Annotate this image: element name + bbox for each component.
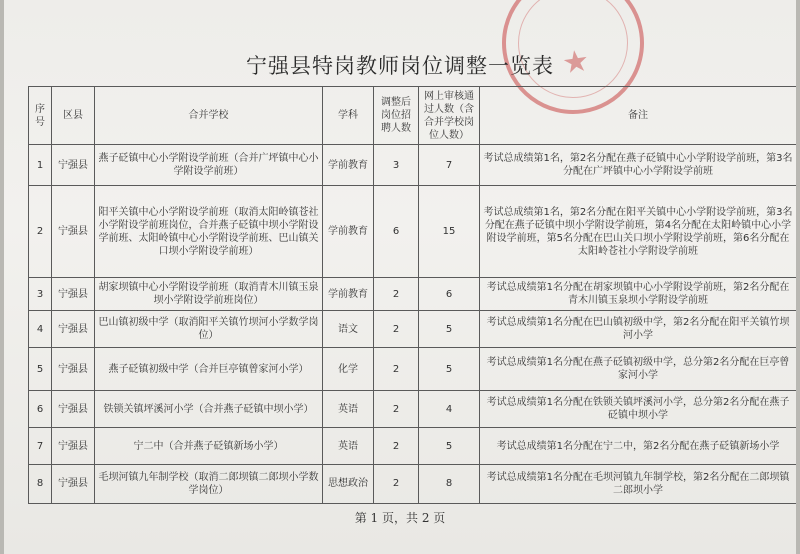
cell-school: 宁二中（合并燕子砭镇新场小学）	[95, 428, 323, 465]
table-row	[29, 278, 797, 311]
cell-note: 考试总成绩第1名分配在巴山镇初级中学，第2名分配在阳平关镇竹坝河小学	[480, 311, 797, 348]
table-row	[29, 348, 797, 391]
cell-seq: 1	[29, 145, 52, 186]
header-passed: 网上审核通过人数（含合并学校岗位人数）	[419, 87, 480, 145]
table-row	[29, 464, 797, 503]
cell-note: 考试总成绩第1名，第2名分配在阳平关镇中心小学附设学前班，第3名分配在燕子砭镇中坝小学附设学前班，第4名分配在太阳岭镇中心小学附设学前班，第5名分配在巴山关口坝小学附设学前班，第6名分配在太阳岭苍社小学附设学前班	[480, 186, 797, 278]
cell-adjusted: 2	[374, 464, 419, 503]
table-row	[29, 145, 797, 186]
cell-adjusted: 2	[374, 348, 419, 391]
cell-school: 燕子砭镇初级中学（合并巨亭镇曾家河小学）	[95, 348, 323, 391]
cell-adjusted: 6	[374, 186, 419, 278]
cell-county: 宁强县	[52, 186, 95, 278]
cell-school: 巴山镇初级中学（取消阳平关镇竹坝河小学数学岗位）	[95, 311, 323, 348]
cell-school: 阳平关镇中心小学附设学前班（取消太阳岭镇苍社小学附设学前班岗位，合并燕子砭镇中坝小学附设学前班、太阳岭镇中心小学附设学前班、巴山镇关口坝小学附设学前班）	[95, 186, 323, 278]
cell-note: 考试总成绩第1名分配在胡家坝镇中心小学附设学前班，第2名分配在青木川镇玉泉坝小学附设学前班	[480, 278, 797, 311]
cell-county: 宁强县	[52, 428, 95, 465]
cell-adjusted: 3	[374, 145, 419, 186]
cell-adjusted: 2	[374, 428, 419, 465]
cell-passed: 5	[419, 311, 480, 348]
page-number: 第 1 页，共 2 页	[354, 511, 446, 525]
cell-county: 宁强县	[52, 464, 95, 503]
header-school: 合并学校	[95, 87, 323, 145]
header-row	[29, 87, 797, 145]
document-page	[4, 0, 796, 554]
cell-school: 燕子砭镇中心小学附设学前班（合并广坪镇中心小学附设学前班）	[95, 145, 323, 186]
cell-subject: 思想政治	[323, 464, 374, 503]
cell-school: 胡家坝镇中心小学附设学前班（取消青木川镇玉泉坝小学附设学前班岗位）	[95, 278, 323, 311]
table-row	[29, 391, 797, 428]
cell-seq: 4	[29, 311, 52, 348]
cell-note: 考试总成绩第1名分配在铁锁关镇坪溪河小学，总分第2名分配在燕子砭镇中坝小学	[480, 391, 797, 428]
cell-note: 考试总成绩第1名分配在燕子砭镇初级中学，总分第2名分配在巨亭曾家河小学	[480, 348, 797, 391]
cell-subject: 化学	[323, 348, 374, 391]
cell-seq: 2	[29, 186, 52, 278]
cell-subject: 英语	[323, 391, 374, 428]
cell-subject: 英语	[323, 428, 374, 465]
header-subject: 学科	[323, 87, 374, 145]
adjustment-table	[28, 86, 796, 504]
cell-county: 宁强县	[52, 145, 95, 186]
cell-county: 宁强县	[52, 348, 95, 391]
header-adjusted: 调整后岗位招聘人数	[374, 87, 419, 145]
cell-note: 考试总成绩第1名，第2名分配在燕子砭镇中心小学附设学前班，第3名分配在广坪镇中心小学附设学前班	[480, 145, 797, 186]
cell-county: 宁强县	[52, 311, 95, 348]
cell-seq: 3	[29, 278, 52, 311]
cell-note: 考试总成绩第1名分配在毛坝河镇九年制学校，第2名分配在二郎坝镇二郎坝小学	[480, 464, 797, 503]
cell-passed: 4	[419, 391, 480, 428]
cell-school: 铁锁关镇坪溪河小学（合并燕子砭镇中坝小学）	[95, 391, 323, 428]
cell-passed: 15	[419, 186, 480, 278]
star-icon: ★	[559, 43, 592, 82]
cell-subject: 语文	[323, 311, 374, 348]
cell-seq: 8	[29, 464, 52, 503]
header-county: 区县	[52, 87, 95, 145]
cell-seq: 6	[29, 391, 52, 428]
cell-adjusted: 2	[374, 391, 419, 428]
header-note: 备注	[480, 87, 797, 145]
cell-subject: 学前教育	[323, 145, 374, 186]
cell-passed: 5	[419, 428, 480, 465]
cell-note: 考试总成绩第1名分配在宁二中，第2名分配在燕子砭镇新场小学	[480, 428, 797, 465]
cell-county: 宁强县	[52, 391, 95, 428]
cell-seq: 7	[29, 428, 52, 465]
cell-subject: 学前教育	[323, 278, 374, 311]
cell-county: 宁强县	[52, 278, 95, 311]
cell-subject: 学前教育	[323, 186, 374, 278]
cell-passed: 6	[419, 278, 480, 311]
cell-school: 毛坝河镇九年制学校（取消二郎坝镇二郎坝小学数学岗位）	[95, 464, 323, 503]
cell-seq: 5	[29, 348, 52, 391]
cell-passed: 7	[419, 145, 480, 186]
header-seq: 序号	[29, 87, 52, 145]
table-row	[29, 311, 797, 348]
cell-adjusted: 2	[374, 278, 419, 311]
table-row	[29, 186, 797, 278]
cell-passed: 8	[419, 464, 480, 503]
cell-adjusted: 2	[374, 311, 419, 348]
page-title: 宁强县特岗教师岗位调整一览表	[246, 54, 554, 78]
table-row	[29, 428, 797, 465]
cell-passed: 5	[419, 348, 480, 391]
